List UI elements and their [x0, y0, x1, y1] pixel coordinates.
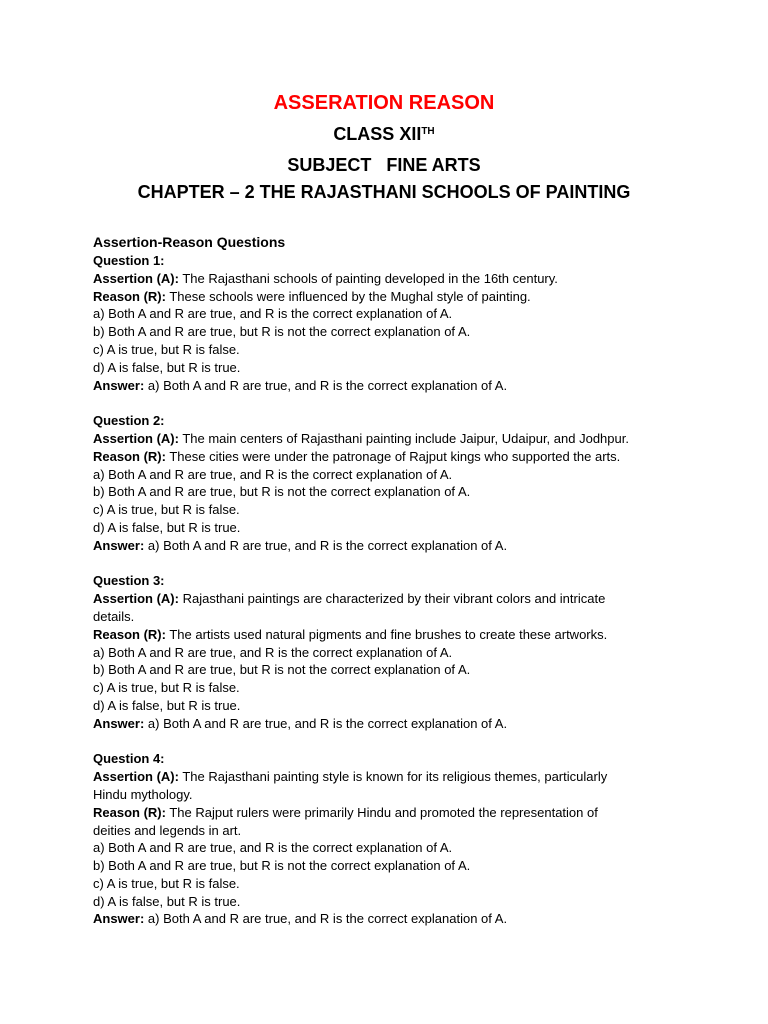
question-number: Question 1: — [93, 253, 165, 268]
option-line: c) A is true, but R is false. — [93, 502, 240, 518]
answer-label: Answer: — [93, 377, 145, 393]
reason-label: Reason (R): — [93, 804, 166, 820]
document-title: ASSERATION REASON — [273, 92, 495, 114]
answer-line — [93, 715, 693, 733]
class-label: CLASS XII — [333, 124, 422, 144]
option-line: a) Both A and R are true, and R is the correct explanation of A. — [93, 644, 453, 660]
question-block — [93, 750, 693, 928]
answer-text: a) Both A and R are true, and R is the correct explanation of A. — [147, 537, 508, 553]
question-number: Question 3: — [93, 573, 165, 589]
assertion-text: Hindu mythology. — [93, 786, 193, 802]
question-block — [93, 572, 693, 732]
chapter-heading: CHAPTER – 2 THE RAJASTHANI SCHOOLS OF PAINTING — [137, 182, 631, 202]
subject-heading: SUBJECT FINE ARTS — [287, 155, 481, 175]
question-body — [93, 232, 693, 928]
question-number: Question 2: — [93, 413, 165, 429]
option-line: b) Both A and R are true, but R is not the correct explanation of A. — [93, 858, 471, 874]
reason-text: These schools were influenced by the Mughal style of painting. — [169, 288, 531, 304]
assertion-label: Assertion (A): — [93, 430, 179, 446]
option-line: d) A is false, but R is true. — [93, 893, 241, 909]
assertion-line — [93, 430, 693, 448]
answer-label: Answer: — [93, 911, 145, 927]
option-line: b) Both A and R are true, but R is not the correct explanation of A. — [93, 484, 471, 500]
question-block — [93, 252, 693, 394]
option-line: d) A is false, but R is true. — [93, 359, 241, 375]
option-line: a) Both A and R are true, and R is the correct explanation of A. — [93, 840, 453, 856]
option-line: b) Both A and R are true, but R is not the correct explanation of A. — [93, 324, 471, 340]
section-title: Assertion-Reason Questions — [93, 234, 286, 250]
reason-text: deities and legends in art. — [93, 822, 242, 838]
assertion-line — [93, 270, 693, 288]
option-line: a) Both A and R are true, and R is the correct explanation of A. — [93, 466, 453, 482]
assertion-label: Assertion (A): — [93, 270, 179, 286]
assertion-text: The main centers of Rajasthani painting include Jaipur, Udaipur, and Jodhpur. — [182, 430, 629, 446]
answer-line — [93, 910, 693, 928]
reason-label: Reason (R): — [93, 626, 166, 642]
option-line: d) A is false, but R is true. — [93, 697, 241, 713]
reason-label: Reason (R): — [93, 448, 166, 464]
answer-text: a) Both A and R are true, and R is the correct explanation of A. — [147, 911, 508, 927]
answer-line — [93, 537, 693, 555]
option-line: a) Both A and R are true, and R is the correct explanation of A. — [93, 306, 453, 322]
question-block — [93, 412, 693, 554]
option-line: b) Both A and R are true, but R is not the correct explanation of A. — [93, 662, 471, 678]
reason-text: The Rajput rulers were primarily Hindu and promoted the representation of — [169, 804, 598, 820]
answer-text: a) Both A and R are true, and R is the correct explanation of A. — [147, 377, 508, 393]
question-number: Question 4: — [93, 751, 165, 767]
answer-line — [93, 377, 693, 395]
reason-label: Reason (R): — [93, 288, 166, 304]
assertion-text: details. — [93, 608, 135, 624]
assertion-line — [93, 590, 693, 608]
class-heading — [0, 121, 768, 147]
answer-label: Answer: — [93, 715, 145, 731]
question-list — [93, 252, 693, 928]
answer-label: Answer: — [93, 537, 145, 553]
reason-continuation — [93, 822, 693, 840]
assertion-text: Rajasthani paintings are characterized by their vibrant colors and intricate — [182, 591, 606, 607]
assertion-label: Assertion (A): — [93, 769, 179, 785]
assertion-text: The Rajasthani painting style is known for its religious themes, particularly — [182, 769, 608, 785]
assertion-text: The Rajasthani schools of painting developed in the 16th century. — [182, 270, 558, 286]
reason-line — [93, 288, 693, 306]
option-line: c) A is true, but R is false. — [93, 341, 240, 357]
assertion-continuation — [93, 786, 693, 804]
reason-line — [93, 804, 693, 822]
option-line: d) A is false, but R is true. — [93, 519, 241, 535]
reason-line — [93, 448, 693, 466]
assertion-label: Assertion (A): — [93, 591, 179, 607]
assertion-line — [93, 768, 693, 786]
reason-line — [93, 626, 693, 644]
answer-text: a) Both A and R are true, and R is the correct explanation of A. — [147, 715, 508, 731]
option-line: c) A is true, but R is false. — [93, 875, 240, 891]
assertion-continuation — [93, 608, 693, 626]
option-line: c) A is true, but R is false. — [93, 680, 240, 696]
reason-text: These cities were under the patronage of Rajput kings who supported the arts. — [169, 448, 621, 464]
class-superscript: TH — [421, 126, 435, 137]
reason-text: The artists used natural pigments and fine brushes to create these artworks. — [169, 626, 608, 642]
